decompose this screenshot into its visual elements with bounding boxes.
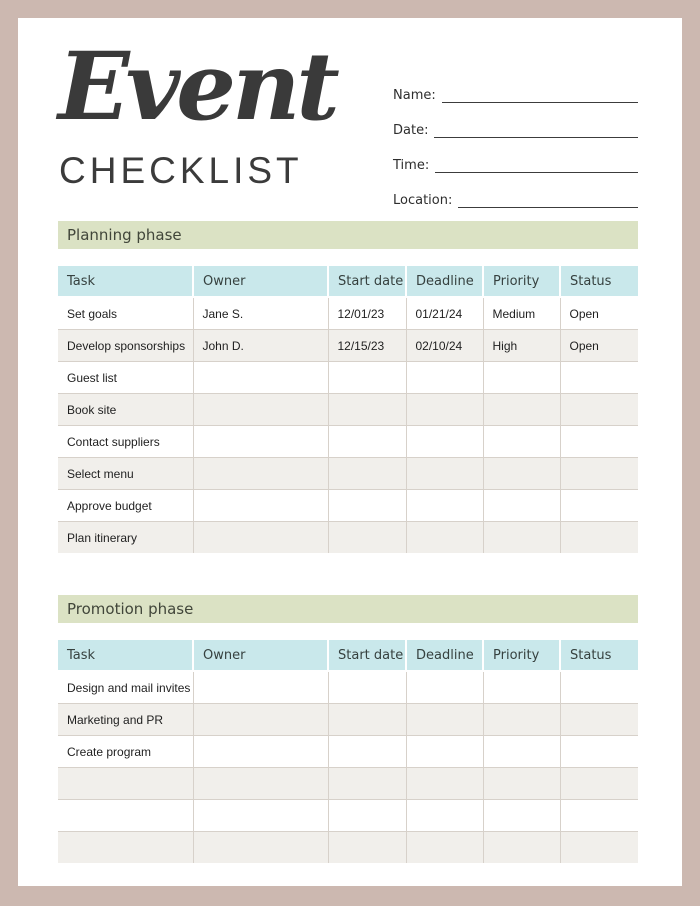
table-cell: Develop sponsorships bbox=[58, 330, 193, 362]
table-cell bbox=[406, 394, 483, 426]
table-cell bbox=[193, 490, 328, 522]
table-cell bbox=[560, 736, 638, 768]
table-row bbox=[58, 671, 638, 704]
title-script: Event bbox=[58, 32, 336, 142]
table-cell bbox=[193, 768, 328, 800]
promotion-phase-table bbox=[58, 640, 638, 863]
table-cell: 01/21/24 bbox=[406, 297, 483, 330]
table-cell bbox=[560, 768, 638, 800]
table-cell bbox=[483, 832, 560, 864]
table-cell bbox=[328, 426, 406, 458]
table-row bbox=[58, 522, 638, 554]
table-cell: Create program bbox=[58, 736, 193, 768]
table-cell: Medium bbox=[483, 297, 560, 330]
table-cell bbox=[483, 490, 560, 522]
table-cell bbox=[406, 736, 483, 768]
table-row bbox=[58, 490, 638, 522]
table-cell bbox=[406, 426, 483, 458]
table-row bbox=[58, 736, 638, 768]
table-cell bbox=[560, 490, 638, 522]
date-field bbox=[393, 103, 638, 138]
table-cell: Contact suppliers bbox=[58, 426, 193, 458]
table-cell: John D. bbox=[193, 330, 328, 362]
table-row bbox=[58, 330, 638, 362]
location-field-label: Location: bbox=[393, 192, 453, 208]
column-header: Priority bbox=[483, 640, 560, 671]
table-cell bbox=[406, 800, 483, 832]
table-cell bbox=[483, 458, 560, 490]
table-cell bbox=[328, 490, 406, 522]
table-cell bbox=[560, 704, 638, 736]
table-cell bbox=[58, 768, 193, 800]
section-title-planning: Planning phase bbox=[58, 221, 638, 249]
table-cell bbox=[193, 704, 328, 736]
location-field bbox=[393, 173, 638, 208]
date-field-label: Date: bbox=[393, 122, 429, 138]
table-cell: Jane S. bbox=[193, 297, 328, 330]
table-cell: Open bbox=[569, 306, 599, 321]
name-field-line bbox=[442, 67, 638, 103]
table-cell: Guest list bbox=[58, 362, 193, 394]
column-header: Priority bbox=[483, 266, 560, 297]
table-cell bbox=[193, 736, 328, 768]
section-title-promotion: Promotion phase bbox=[58, 595, 638, 623]
table-cell bbox=[560, 394, 638, 426]
table-cell: Select menu bbox=[58, 458, 193, 490]
table-row bbox=[58, 458, 638, 490]
table-cell bbox=[193, 426, 328, 458]
table-cell bbox=[193, 458, 328, 490]
table-cell bbox=[483, 800, 560, 832]
page bbox=[18, 18, 682, 886]
table-row bbox=[58, 362, 638, 394]
column-header: Deadline bbox=[406, 266, 483, 297]
table-cell bbox=[193, 800, 328, 832]
table-cell bbox=[328, 800, 406, 832]
table-cell bbox=[483, 522, 560, 554]
table-row bbox=[58, 704, 638, 736]
table-cell bbox=[328, 768, 406, 800]
table-cell bbox=[328, 671, 406, 704]
table-cell bbox=[406, 832, 483, 864]
table-cell bbox=[58, 832, 193, 864]
table-cell bbox=[560, 458, 638, 490]
table-cell bbox=[406, 671, 483, 704]
column-header: Task bbox=[58, 640, 193, 671]
table-cell bbox=[483, 704, 560, 736]
table-cell bbox=[193, 671, 328, 704]
table-cell bbox=[483, 362, 560, 394]
table-cell: 12/01/23 bbox=[328, 297, 406, 330]
table-cell bbox=[560, 671, 638, 704]
table-header-row bbox=[58, 266, 638, 297]
table-cell bbox=[406, 458, 483, 490]
document-header bbox=[58, 18, 638, 221]
table-cell bbox=[483, 768, 560, 800]
table-row bbox=[58, 768, 638, 800]
column-header: Owner bbox=[193, 640, 328, 671]
column-header: Status bbox=[560, 266, 638, 297]
location-field-line bbox=[458, 172, 638, 208]
column-header: Status bbox=[560, 640, 638, 671]
table-cell bbox=[560, 800, 638, 832]
table-cell bbox=[560, 362, 638, 394]
header-fields bbox=[393, 68, 638, 208]
table-cell: Book site bbox=[58, 394, 193, 426]
table-cell: Marketing and PR bbox=[58, 704, 193, 736]
table-cell bbox=[328, 522, 406, 554]
table-cell bbox=[406, 704, 483, 736]
table-cell: Design and mail invites bbox=[58, 671, 193, 704]
table-cell bbox=[328, 394, 406, 426]
table-row bbox=[58, 426, 638, 458]
table-cell bbox=[483, 671, 560, 704]
time-field-label: Time: bbox=[393, 157, 430, 173]
table-cell bbox=[406, 362, 483, 394]
table-cell: Plan itinerary bbox=[58, 522, 193, 554]
table-cell bbox=[560, 832, 638, 864]
table-cell: Approve budget bbox=[58, 490, 193, 522]
column-header: Owner bbox=[193, 266, 328, 297]
section-planning-phase bbox=[58, 221, 638, 553]
column-header: Start date bbox=[328, 266, 406, 297]
table-header-row bbox=[58, 640, 638, 671]
time-field-line bbox=[435, 137, 638, 173]
table-cell: 02/10/24 bbox=[406, 330, 483, 362]
table-cell bbox=[193, 522, 328, 554]
time-field bbox=[393, 138, 638, 173]
name-field bbox=[393, 68, 638, 103]
table-cell: Set goals bbox=[58, 297, 193, 330]
table-cell bbox=[483, 426, 560, 458]
table-row bbox=[58, 800, 638, 832]
table-cell bbox=[193, 832, 328, 864]
table-cell bbox=[560, 522, 638, 554]
column-header: Task bbox=[58, 266, 193, 297]
table-cell: Open bbox=[560, 330, 638, 362]
table-cell bbox=[193, 362, 328, 394]
table-cell: High bbox=[483, 330, 560, 362]
table-cell bbox=[406, 768, 483, 800]
table-cell bbox=[58, 800, 193, 832]
table-cell bbox=[328, 458, 406, 490]
table-cell bbox=[483, 394, 560, 426]
table-cell bbox=[560, 426, 638, 458]
table-cell bbox=[328, 704, 406, 736]
table-cell bbox=[328, 832, 406, 864]
table-cell bbox=[328, 362, 406, 394]
planning-phase-table bbox=[58, 266, 638, 553]
table-cell bbox=[483, 736, 560, 768]
table-cell bbox=[328, 736, 406, 768]
column-header: Deadline bbox=[406, 640, 483, 671]
title-caps: CHECKLIST bbox=[59, 150, 303, 191]
table-row bbox=[58, 297, 638, 330]
section-promotion-phase bbox=[58, 595, 638, 863]
name-field-label: Name: bbox=[393, 87, 436, 103]
table-cell bbox=[406, 522, 483, 554]
table-cell: 12/15/23 bbox=[328, 330, 406, 362]
table-cell bbox=[406, 490, 483, 522]
column-header: Start date bbox=[328, 640, 406, 671]
table-row bbox=[58, 394, 638, 426]
table-cell bbox=[193, 394, 328, 426]
date-field-line bbox=[434, 102, 638, 138]
table-row bbox=[58, 832, 638, 864]
